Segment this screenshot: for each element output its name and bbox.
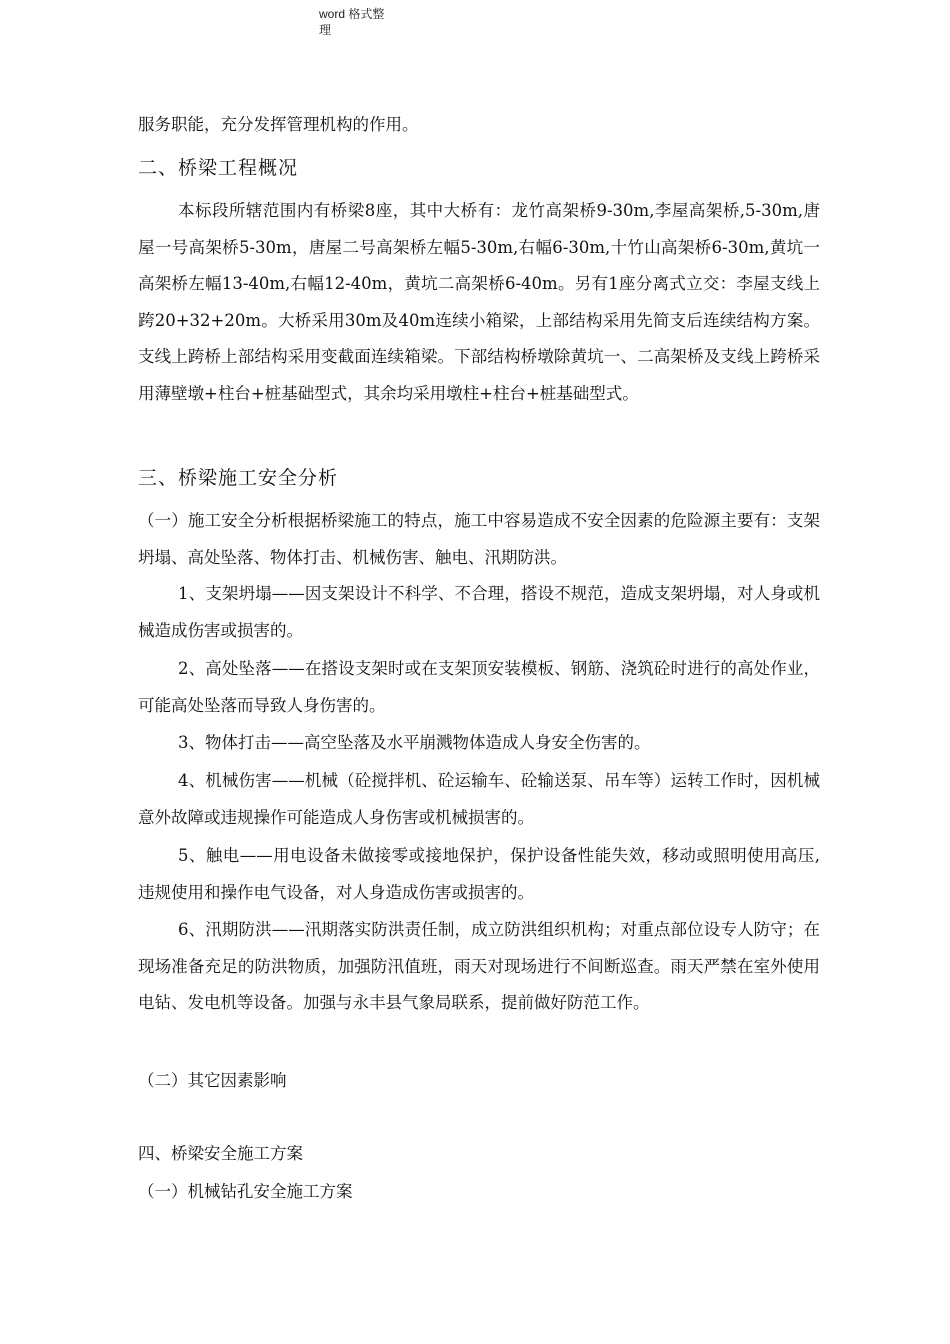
section-heading-2: 二、桥梁工程概况 [138, 157, 299, 179]
intro-paragraph: 服务职能，充分发挥管理机构的作用。 [138, 115, 419, 134]
hazard-item-3: 3、物体打击——高空坠落及水平崩溅物体造成人身安全伤害的。 [178, 733, 651, 752]
section-heading-4: 四、桥梁安全施工方案 [138, 1144, 303, 1163]
subsection-other-factors: （二）其它因素影响 [138, 1071, 287, 1090]
header-line-1: word 格式整 [319, 7, 385, 21]
hazard-item-6: 6、汛期防洪——汛期落实防洪责任制，成立防洪组织机构；对重点部位设专人防守；在现场准备充足的防洪物质，加强防汛值班，雨天对现场进行不间断巡查。雨天严禁在室外使用电钻、发电机等设备。加强与永丰县气象局联系，提前做好防范工作。 [138, 920, 820, 1012]
header-line-2: 理 [319, 23, 332, 37]
page-header [319, 6, 409, 38]
safety-analysis-paragraph: （一）施工安全分析根据桥梁施工的特点，施工中容易造成不安全因素的危险源主要有：支架坍塌、高处坠落、物体打击、机械伤害、触电、汛期防洪。 [138, 511, 820, 567]
section-heading-3: 三、桥梁施工安全分析 [138, 467, 339, 489]
hazard-item-4: 4、机械伤害——机械（砼搅拌机、砼运输车、砼输送泵、吊车等）运转工作时，因机械意外故障或违规操作可能造成人身伤害或机械损害的。 [138, 771, 820, 827]
hazard-item-5: 5、触电——用电设备未做接零或接地保护，保护设备性能失效，移动或照明使用高压,违规使用和操作电气设备，对人身造成伤害或损害的。 [138, 846, 820, 902]
subsection-drilling-plan: （一）机械钻孔安全施工方案 [138, 1182, 353, 1201]
hazard-item-2: 2、高处坠落——在搭设支架时或在支架顶安装模板、钢筋、浇筑砼时进行的高处作业，可能高处坠落而导致人身伤害的。 [138, 659, 820, 715]
bridge-overview-paragraph: 本标段所辖范围内有桥梁8座，其中大桥有：龙竹高架桥9-30m,李屋高架桥,5-30m,唐屋一号高架桥5-30m，唐屋二号高架桥左幅5-30m,右幅6-30m,十竹山高架桥6-30m,黄坑一高架桥左幅13-40m,右幅12-40m，黄坑二高架桥6-40m。另有1座分离式立交：李屋支线上跨20+32+20m。大桥采用30m及40m连续小箱梁，上部结构采用先简支后连续结构方案。支线上跨桥上部结构采用变截面连续箱梁。下部结构桥墩除黄坑一、二高架桥及支线上跨桥采用薄壁墩+柱台+桩基础型式，其余均采用墩柱+柱台+桩基础型式。 [138, 201, 820, 403]
hazard-item-1: 1、支架坍塌——因支架设计不科学、不合理，搭设不规范，造成支架坍塌，对人身或机械造成伤害或损害的。 [138, 584, 820, 640]
